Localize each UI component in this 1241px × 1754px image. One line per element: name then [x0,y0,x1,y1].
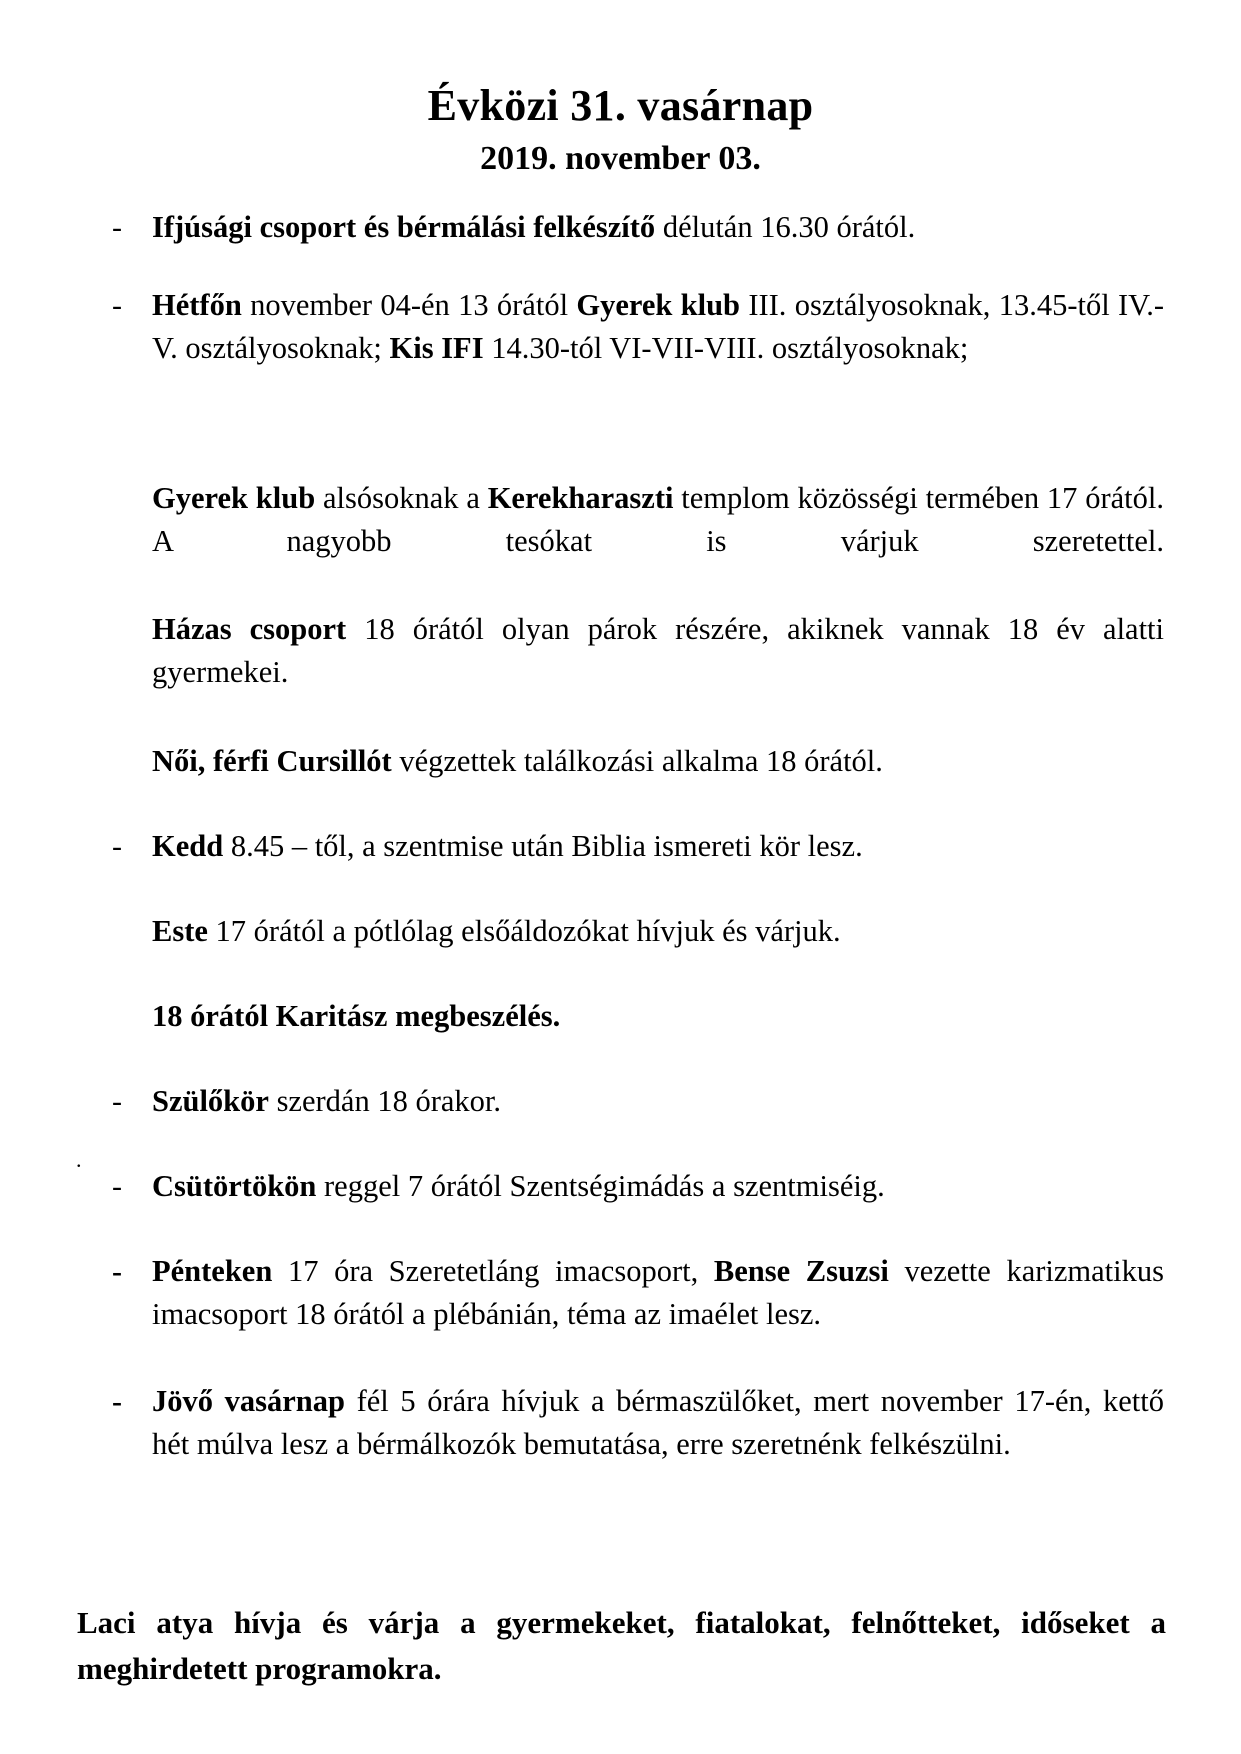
list-dash: - [112,289,122,322]
announcement-caritas-meeting: 18 órától Karitász megbeszélés. [152,999,561,1033]
list-dash: - [112,211,122,244]
announcement-evening: Este 17 órától a pótlólag elsőáldozókat hívjuk és várjuk. [152,914,841,948]
announcement-thursday: Csütörtökön reggel 7 órától Szentségimádás a szentmiséig. [152,1169,885,1203]
page-date: 2019. november 03. [480,140,761,177]
announcement-friday: Pénteken 17 óra Szeretetláng imacsoport, Bense Zsuzsi vezette karizmatikus imacsoport 18 órától a plébánián, téma az imaélet lesz. [152,1254,1164,1331]
list-dash: - [112,1255,122,1288]
list-dash: - [112,1170,122,1203]
list-dash: - [112,1085,122,1118]
closing-invitation: Laci atya hívja és várja a gyermekeket, fiatalokat, felnőtteket, időseket a meghirdetett programokra. [77,1605,1166,1686]
announcement-tuesday: Kedd 8.45 – től, a szentmise után Biblia ismereti kör lesz. [152,829,863,863]
page-title: Évközi 31. vasárnap [427,81,814,130]
announcement-monday: Hétfőn november 04-én 13 órától Gyerek klub III. osztályosoknak, 13.45-től IV.-V. osztályosoknak; Kis IFI 14.30-tól VI-VII-VIII. osztályosoknak; [152,288,1165,365]
announcement-cursillo: Női, férfi Cursillót végzettek találkozási alkalma 18 órától. [152,744,883,778]
announcement-married-group: Házas csoport 18 órától olyan párok részére, akiknek vannak 18 év alatti gyermekei. [152,612,1165,689]
stray-mark: . [76,1147,82,1172]
list-dash: - [112,830,122,863]
announcement-youth-group: Ifjúsági csoport és bérmálási felkészítő délután 16.30 órától. [152,210,916,244]
announcement-parents-circle: Szülőkör szerdán 18 órakor. [152,1084,501,1118]
list-dash: - [112,1385,122,1418]
announcement-next-sunday: Jövő vasárnap fél 5 órára hívjuk a bérmaszülőket, mert november 17-én, kettő hét múlva lesz a bérmálkozók bemutatása, erre szeretnénk felkészülni. [152,1384,1164,1461]
announcement-kids-club-kerekharaszt: Gyerek klub alsósoknak a Kerekharaszti templom közösségi termében 17 órától. A nagyobb tesókat is várjuk szeretettel. [152,481,1164,558]
